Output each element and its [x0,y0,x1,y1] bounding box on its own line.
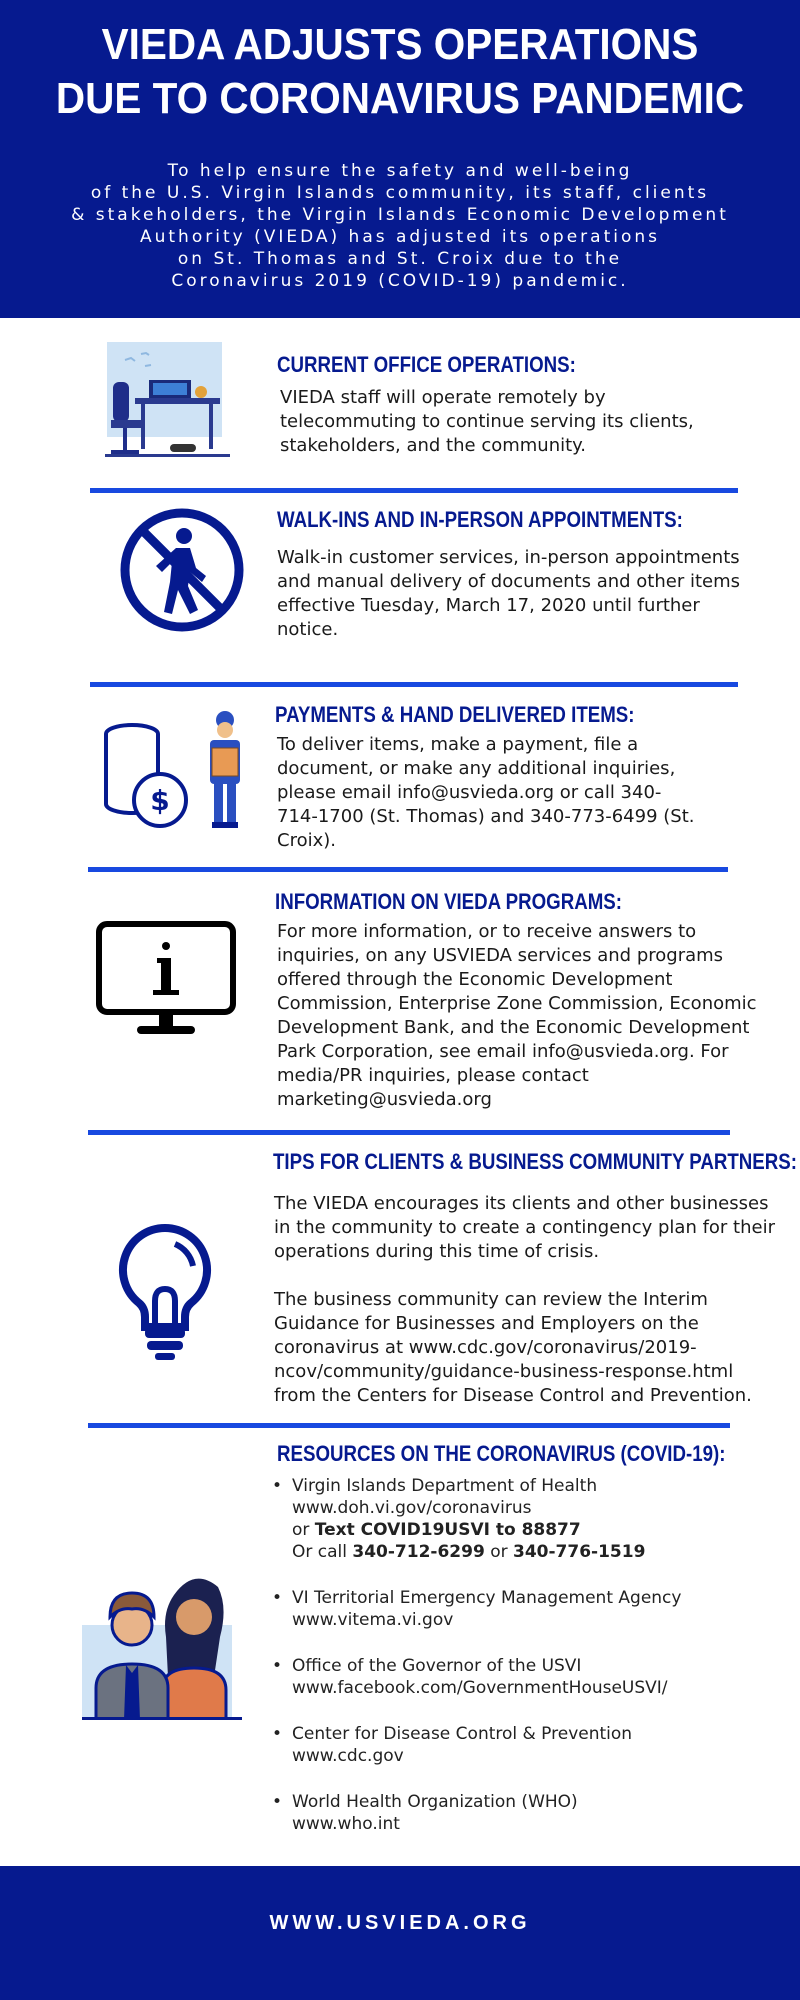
resource-url[interactable]: www.doh.vi.gov/coronavirus [292,1498,532,1518]
title-line-2: DUE TO CORONAVIRUS PANDEMIC [55,74,745,123]
call-or: or [484,1542,513,1562]
phone-number-1[interactable]: 340-712-6299 [352,1542,485,1562]
section-body-tips [274,1192,779,1408]
svg-text:$: $ [150,784,170,817]
intro-text [30,160,770,292]
remote-desk-icon [105,340,230,462]
resource-name: • VI Territorial Emergency Management Agency [292,1588,682,1608]
intro-line: on St. Thomas and St. Croix due to the [177,249,623,269]
section-divider [90,488,738,493]
resource-item [270,1655,790,1699]
footer-website-link[interactable]: WWW.USVIEDA.ORG [269,1912,531,1934]
section-paragraph: The business community can review the Interim Guidance for Businesses and Employers on the coronavirus at www.cdc.gov/coronavirus/2019-ncov/community/guidance-business-response.html from the Centers for Disease Control and Prevention. [274,1289,752,1406]
resource-item [270,1587,790,1631]
intro-line: & stakeholders, the Virgin Islands Economic Development [71,205,729,225]
resources-list [270,1475,790,1859]
phone-number-2[interactable]: 340-776-1519 [513,1542,646,1562]
resource-url[interactable]: www.vitema.vi.gov [292,1610,454,1630]
info-monitor-icon [95,920,237,1040]
header-banner [0,0,800,318]
section-divider [88,1130,730,1135]
page-title [32,18,768,126]
text-sms-instruction: Text COVID19USVI to 88877 [314,1520,581,1540]
resource-text-line [292,1519,790,1541]
resource-item [270,1475,790,1563]
call-prefix: Or call [292,1542,353,1562]
section-body-info [277,920,777,1112]
resource-name: • Virgin Islands Department of Health [292,1476,598,1496]
section-divider [88,867,728,872]
intro-line: Authority (VIEDA) has adjusted its operations [139,227,661,247]
section-title-tips: TIPS FOR CLIENTS & BUSINESS COMMUNITY PARTNERS: [273,1149,797,1174]
section-paragraph: To deliver items, make a payment, file a document, or make any additional inquiries, please email info@usvieda.org or call 340-714-1700 (St. Thomas) and 340-773-6499 (St. Croix). [277,734,695,851]
intro-line: of the U.S. Virgin Islands community, its staff, clients [90,183,710,203]
text-prefix: or [292,1520,315,1540]
section-title-walkins: WALK-INS AND IN-PERSON APPOINTMENTS: [277,507,683,532]
section-title-payments: PAYMENTS & HAND DELIVERED ITEMS: [275,702,635,727]
resources-title: RESOURCES ON THE CORONAVIRUS (COVID-19): [277,1441,726,1466]
resource-call-line [292,1541,790,1563]
section-paragraph: VIEDA staff will operate remotely by telecommuting to continue serving its clients, stakeholders, and the community. [280,387,694,456]
resource-item [270,1723,790,1767]
intro-line: Coronavirus 2019 (COVID-19) pandemic. [171,271,629,291]
resource-name: • World Health Organization (WHO) [292,1792,578,1812]
section-paragraph: For more information, or to receive answers to inquiries, on any USVIEDA services and programs offered through the Economic Development Commission, Enterprise Zone Commission, Economic Development Bank, and the Economic Development Park Corporation, see email info@usvieda.org. For media/PR inquiries, please contact marketing@usvieda.org [277,921,757,1110]
section-body-office [280,386,710,458]
resource-url[interactable]: www.facebook.com/GovernmentHouseUSVI/ [292,1678,668,1698]
people-icon [82,1555,242,1720]
section-divider [88,1423,730,1428]
lightbulb-icon [115,1222,215,1362]
intro-line: To help ensure the safety and well-being [167,161,633,181]
section-paragraph: Walk-in customer services, in-person appointments and manual delivery of documents and other items effective Tuesday, March 17, 2020 until further notice. [277,547,741,640]
section-body-payments [277,733,697,853]
coins-delivery-icon [100,710,260,832]
resource-name: • Center for Disease Control & Prevention [292,1724,633,1744]
resource-url[interactable]: www.cdc.gov [292,1746,404,1766]
resource-url[interactable]: www.who.int [292,1814,400,1834]
section-body-walkins [277,546,757,642]
section-title-office: CURRENT OFFICE OPERATIONS: [277,352,576,377]
section-paragraph: The VIEDA encourages its clients and other businesses in the community to create a contingency plan for their operations during this time of crisis. [274,1193,775,1262]
resource-name: • Office of the Governor of the USVI [292,1656,582,1676]
section-divider [90,682,738,687]
resource-item [270,1791,790,1835]
title-line-1: VIEDA ADJUSTS OPERATIONS [101,20,699,69]
no-walk-in-icon [118,506,246,634]
section-title-info: INFORMATION ON VIEDA PROGRAMS: [275,889,622,914]
